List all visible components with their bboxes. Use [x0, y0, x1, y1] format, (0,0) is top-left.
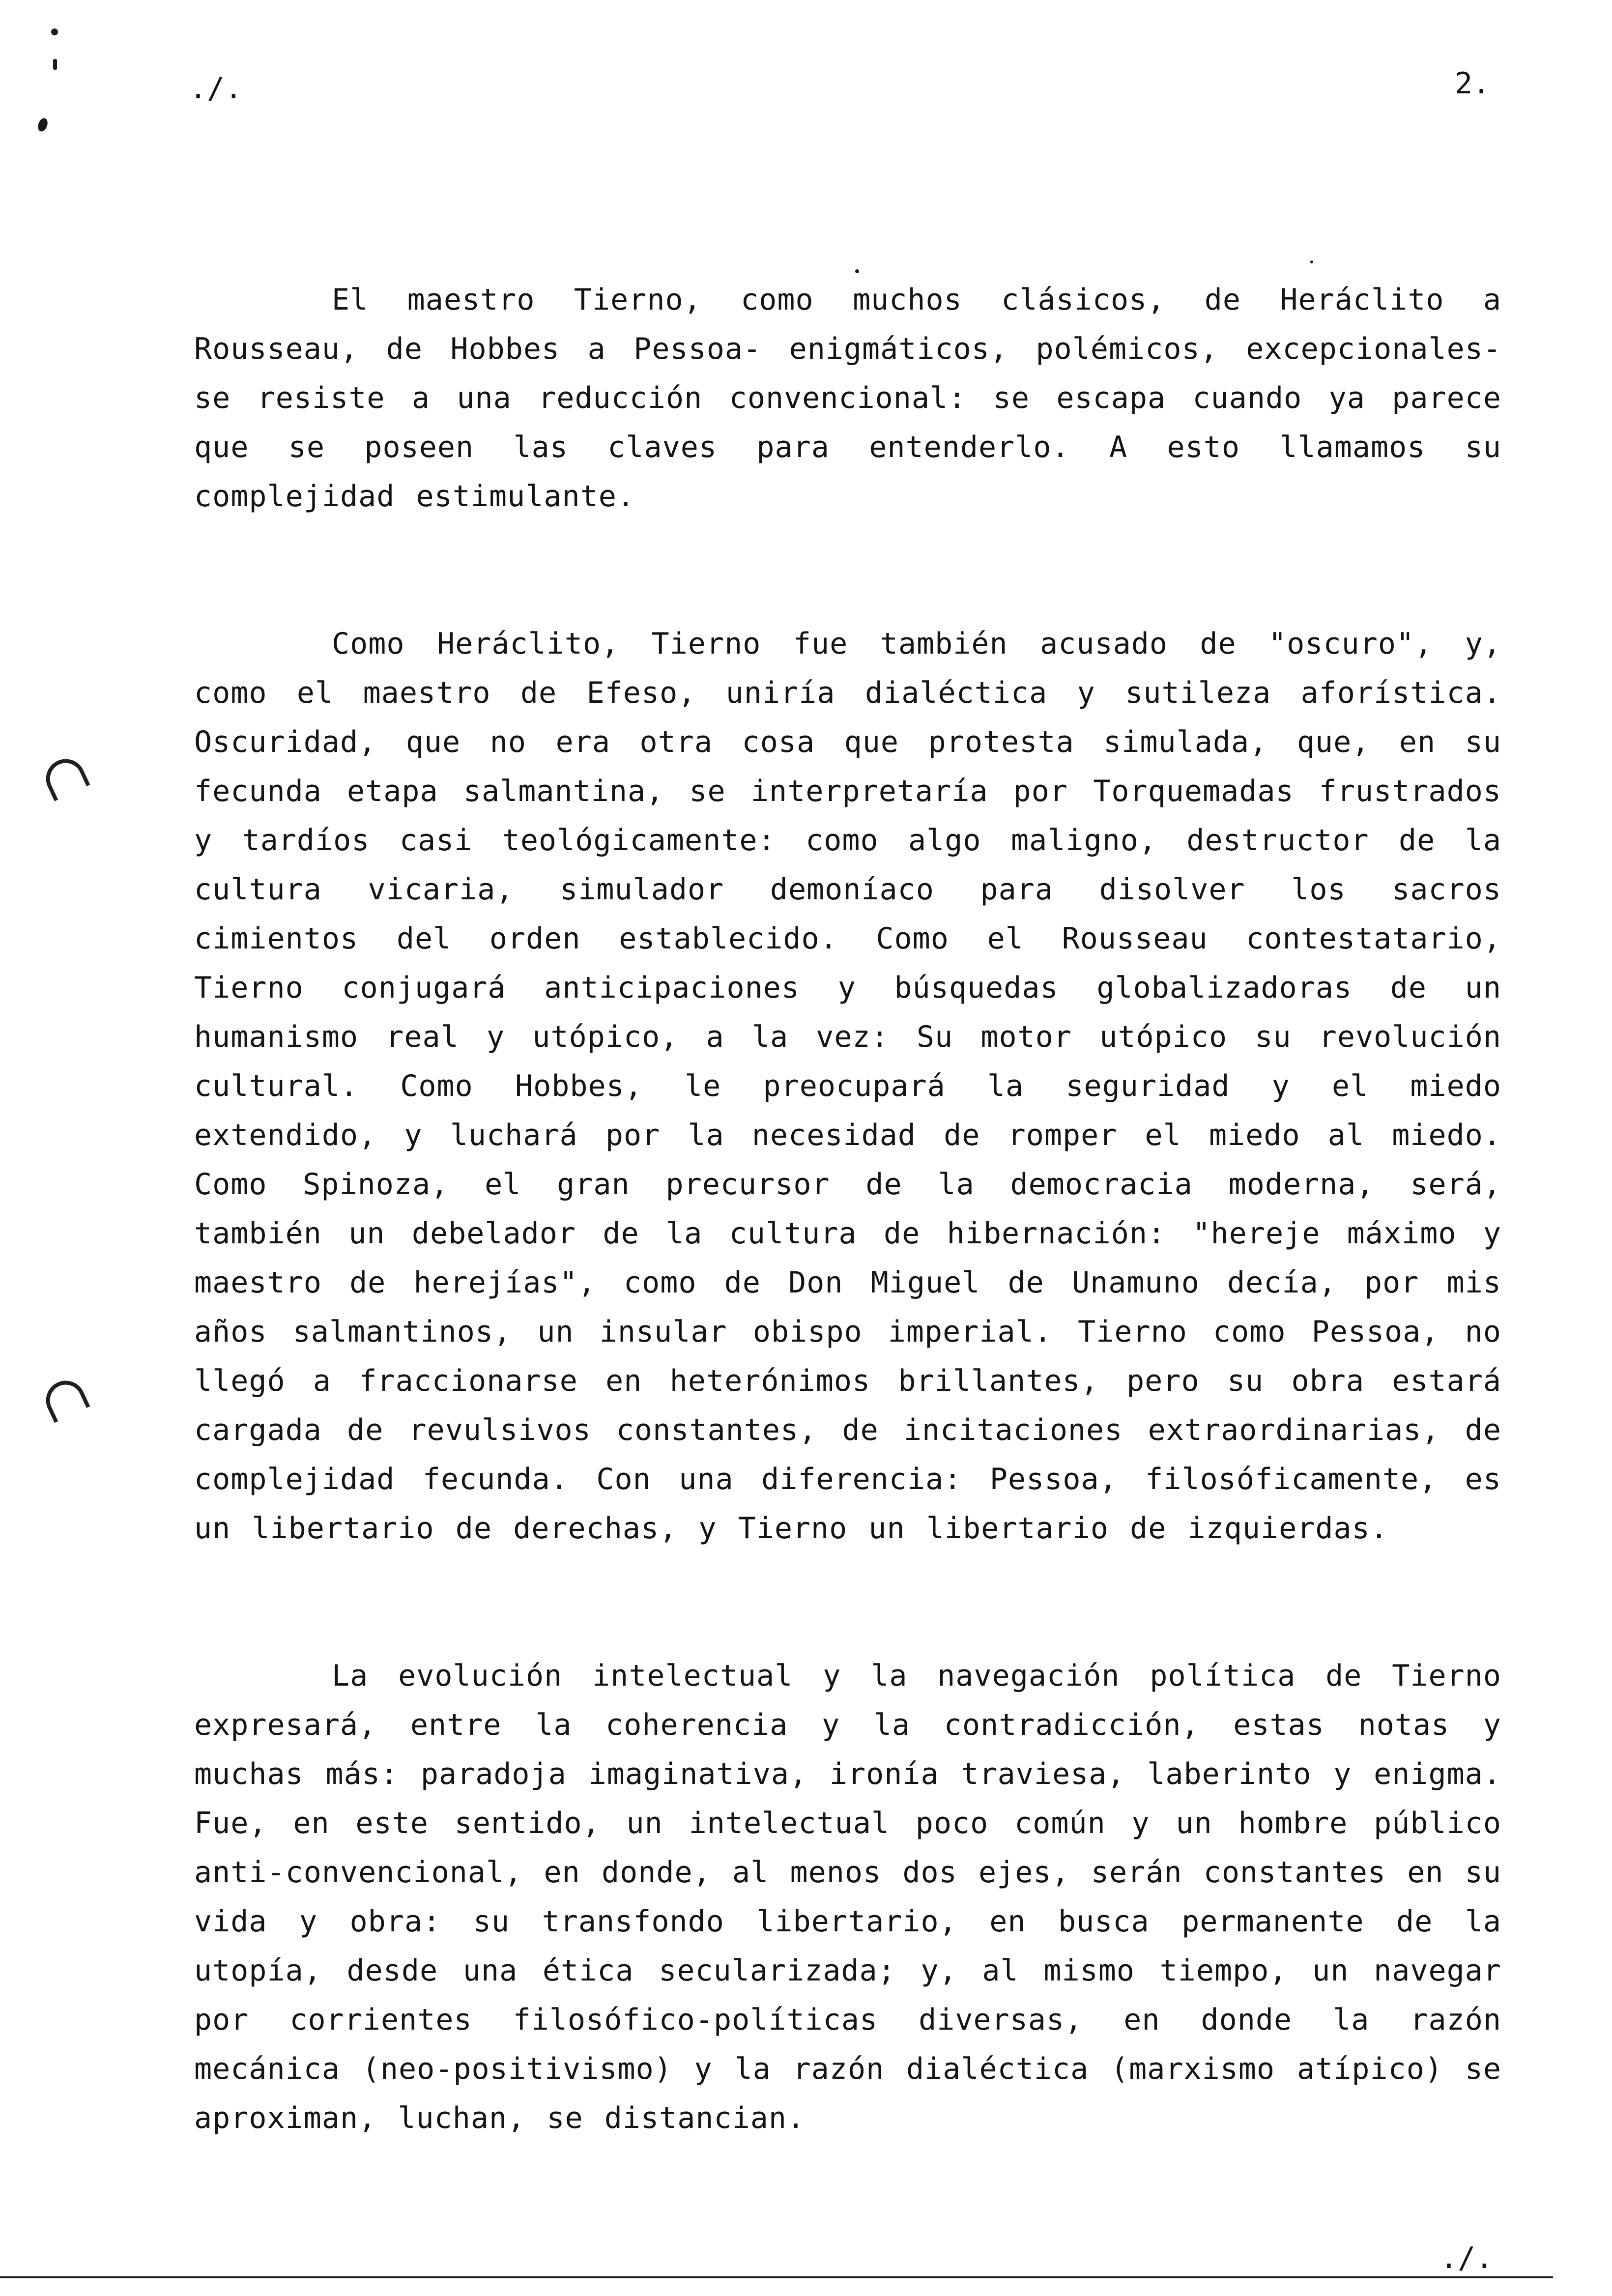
paragraph-2: Como Heráclito, Tierno fue también acusado de "oscuro", y, como el maestro de Efeso, uniría dialéctica y sutileza aforística. Oscuridad, que no era otra cosa que protesta simulada, que, en su fecunda etapa salmantina, se interpretaría por Torquemadas frustrados y tardíos casi teológicamente: como algo maligno, destructor de la cultura vicaria, simulador demoníaco para disolver los sacros cimientos del orden establecido. Como el Rousseau contestatario, Tierno conjugará anticipaciones y búsquedas globalizadoras de un humanismo real y utópico, a la vez: Su motor utópico su revolución cultural. Como Hobbes, le preocupará la seguridad y el miedo extendido, y luchará por la necesidad de romper el miedo al miedo. Como Spinoza, el gran precursor de la democracia moderna, será, también un debelador de la cultura de hibernación: "hereje máximo y maestro de herejías", como de Don Miguel de Unamuno decía, por mis años salmantinos, un insular obispo imperial. Tierno como Pessoa, no llegó a fraccionarse en heterónimos brillantes, pero su obra estará cargada de revulsivos constantes, de incitaciones extraordinarias, de complejidad fecunda. Con una diferencia: Pessoa, filosóficamente, es un libertario de derechas, y Tierno un libertario de izquierdas. — [194, 627, 1501, 1546]
margin-hole-mark — [40, 752, 90, 801]
footer-rule — [0, 2276, 1553, 2278]
continuation-marker-top: ./. — [189, 71, 243, 106]
ink-speck — [51, 29, 58, 35]
ink-speck — [36, 117, 49, 133]
ink-speck — [1310, 260, 1313, 263]
ink-speck — [855, 269, 859, 273]
page-number: 2. — [1455, 66, 1491, 101]
body-text — [194, 275, 1501, 2143]
continuation-marker-bottom: ./. — [1440, 2241, 1494, 2275]
paragraph-3: La evolución intelectual y la navegación política de Tierno expresará, entre la coherencia y la contradicción, estas notas y muchas más: paradoja imaginativa, ironía traviesa, laberinto y enigma. Fue, en este sentido, un intelectual poco común y un hombre público anti-convencional, en donde, al menos dos ejes, serán constantes en su vida y obra: su transfondo libertario, en busca permanente de la utopía, desde una ética secularizada; y, al mismo tiempo, un navegar por corrientes filosófico-políticas diversas, en donde la razón mecánica (neo-positivismo) y la razón dialéctica (marxismo atípico) se aproximan, luchan, se distancian. — [194, 1659, 1501, 2135]
paragraph-1: El maestro Tierno, como muchos clásicos, de Heráclito a Rousseau, de Hobbes a Pessoa- enigmáticos, polémicos, excepcionales- se resiste a una reducción convencional: se escapa cuando ya parece que se poseen las claves para entenderlo. A esto llamamos su complejidad estimulante. — [194, 283, 1501, 514]
margin-hole-mark — [40, 1374, 90, 1423]
ink-speck — [53, 59, 57, 70]
